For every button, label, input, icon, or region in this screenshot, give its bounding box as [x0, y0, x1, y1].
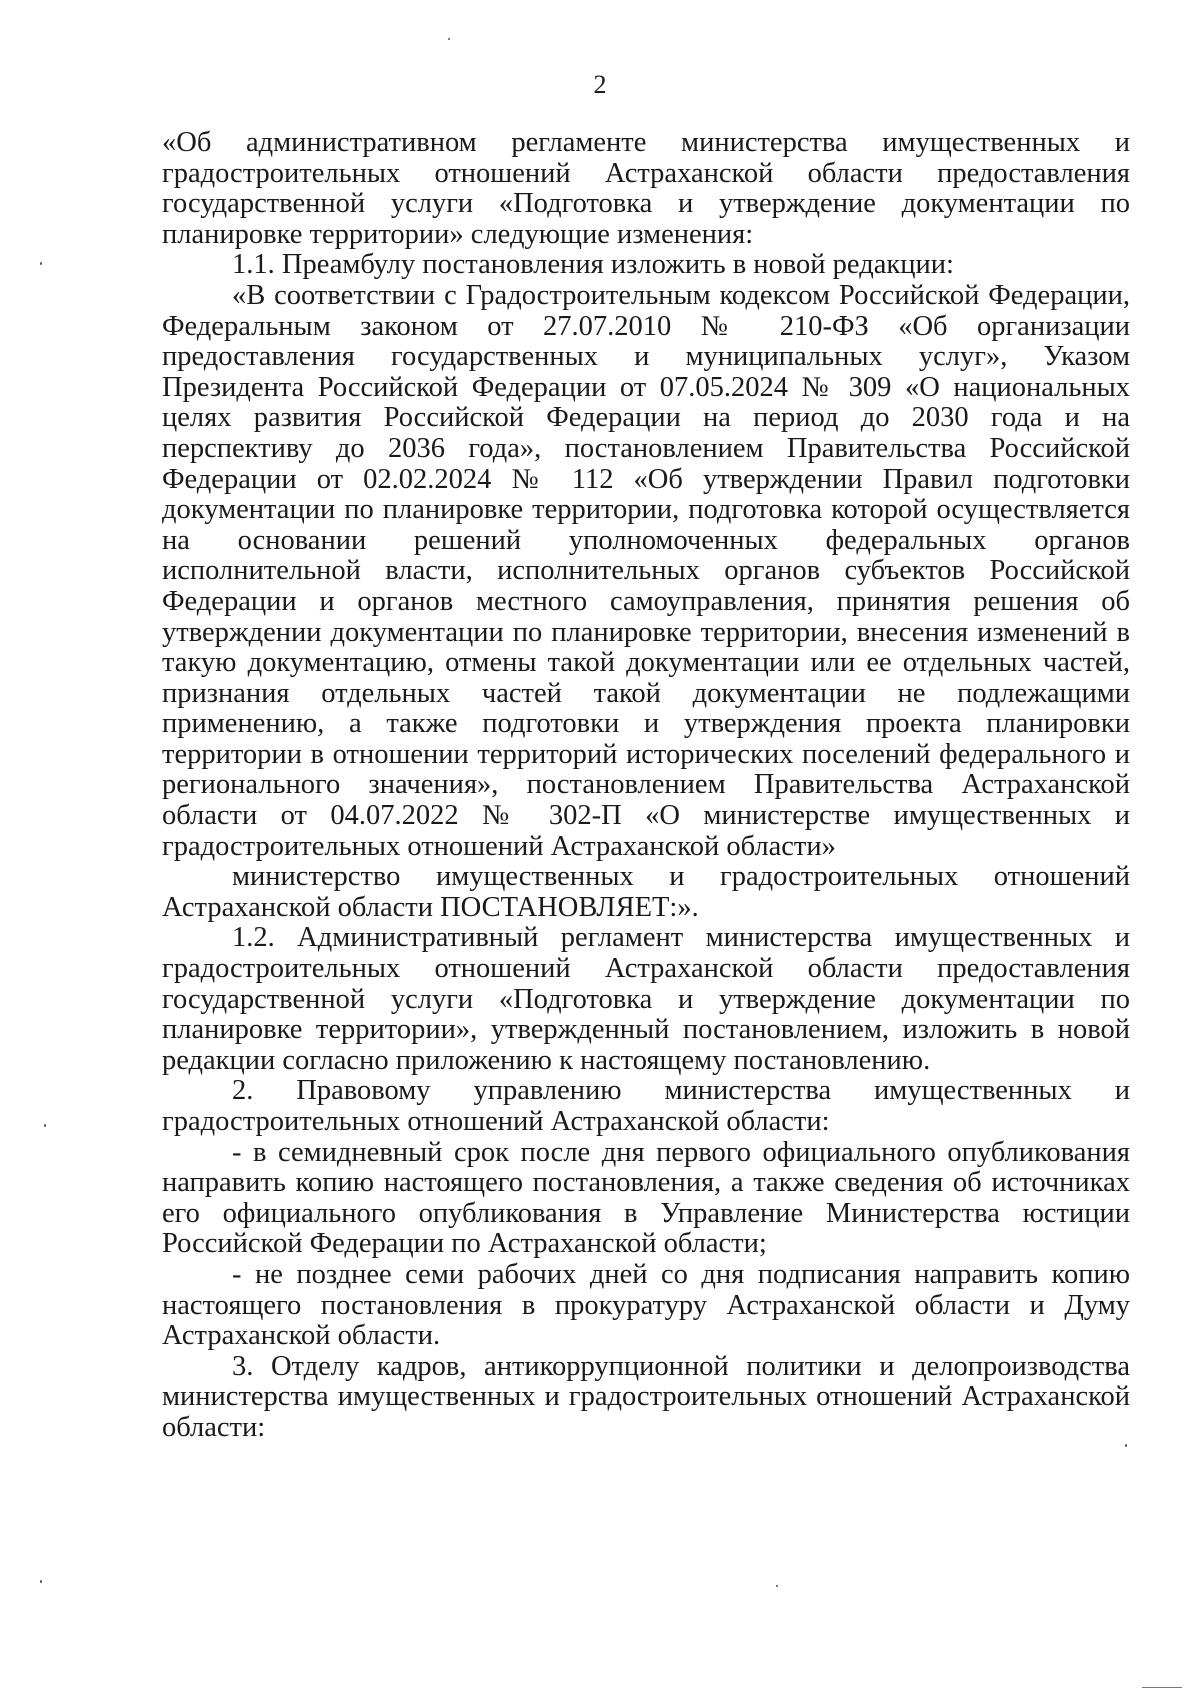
scan-speck: [1125, 1444, 1127, 1447]
scan-mark: [1142, 1687, 1182, 1688]
scan-speck: [44, 1124, 46, 1127]
scan-speck: [776, 1585, 778, 1587]
paragraph-2-item-1: - в семидневный срок после дня первого официального опубликования направить копию настоящего постановления, а также сведения об источниках его официального опубликования в Управление Министерства юстиции Российской Федерации по Астраханской области;: [162, 1136, 1130, 1260]
paragraph-resolves: министерство имущественных и градостроительных отношений Астраханской области ПОСТАНОВЛЯЕТ:».: [162, 861, 1130, 923]
scan-speck: [448, 38, 450, 40]
paragraph-preamble-text: «В соответствии с Градостроительным кодексом Российской Федерации, Федеральным законом от 27.07.2010 № 210-ФЗ «Об организации предоставления государственных и муниципальных услуг», Указом Президента Российской Федерации от 07.05.2024 № 309 «О национальных целях развития Российской Федерации на период до 2030 года и на перспективу до 2036 года», постановлением Правительства Российской Федерации от 02.02.2024 № 112 «Об утверждении Правил подготовки документации по планировке территории, подготовка которой осуществляется на основании решений уполномоченных федеральных органов исполнительной власти, исполнительных органов субъектов Российской Федерации и органов местного самоуправления, принятия решения об утверждении документации по планировке территории, внесения изменений в такую документацию, отмены такой документации или ее отдельных частей, признания отдельных частей такой документации не подлежащими применению, а также подготовки и утверждения проекта планировки территории в отношении территорий исторических поселений федерального и регионального значения», постановлением Правительства Астраханской области от 04.07.2022 № 302-П «О министерстве имущественных и градостроительных отношений Астраханской области»: [162, 279, 1130, 862]
paragraph-1-2: 1.2. Административный регламент министерства имущественных и градостроительных отношений Астраханской области предоставления государственной услуги «Подготовка и утверждение документации по планировке территории», утвержденный постановлением, изложить в новой редакции согласно приложению к настоящему постановлению.: [162, 922, 1130, 1076]
paragraph-3: 3. Отделу кадров, антикоррупционной политики и делопроизводства министерства имущественных и градостроительных отношений Астраханской области:: [162, 1350, 1130, 1443]
paragraph-2-item-2: - не позднее семи рабочих дней со дня подписания направить копию настоящего постановления в прокуратуру Астраханской области и Думу Астраханской области.: [162, 1258, 1130, 1352]
page-number: 2: [593, 70, 607, 99]
paragraph-regulation-title: «Об административном регламенте министерства имущественных и градостроительных отношений Астраханской области предоставления государственной услуги «Подготовка и утверждение документации по планировке территории» следующие изменения:: [162, 127, 1130, 250]
scan-speck: [40, 262, 42, 265]
paragraph-2: 2. Правовому управлению министерства имущественных и градостроительных отношений Астраханской области:: [162, 1075, 1130, 1137]
document-body: [162, 128, 1130, 1444]
paragraph-1-1: 1.1. Преамбулу постановления изложить в новой редакции:: [232, 249, 954, 281]
scan-speck: [40, 1580, 42, 1583]
